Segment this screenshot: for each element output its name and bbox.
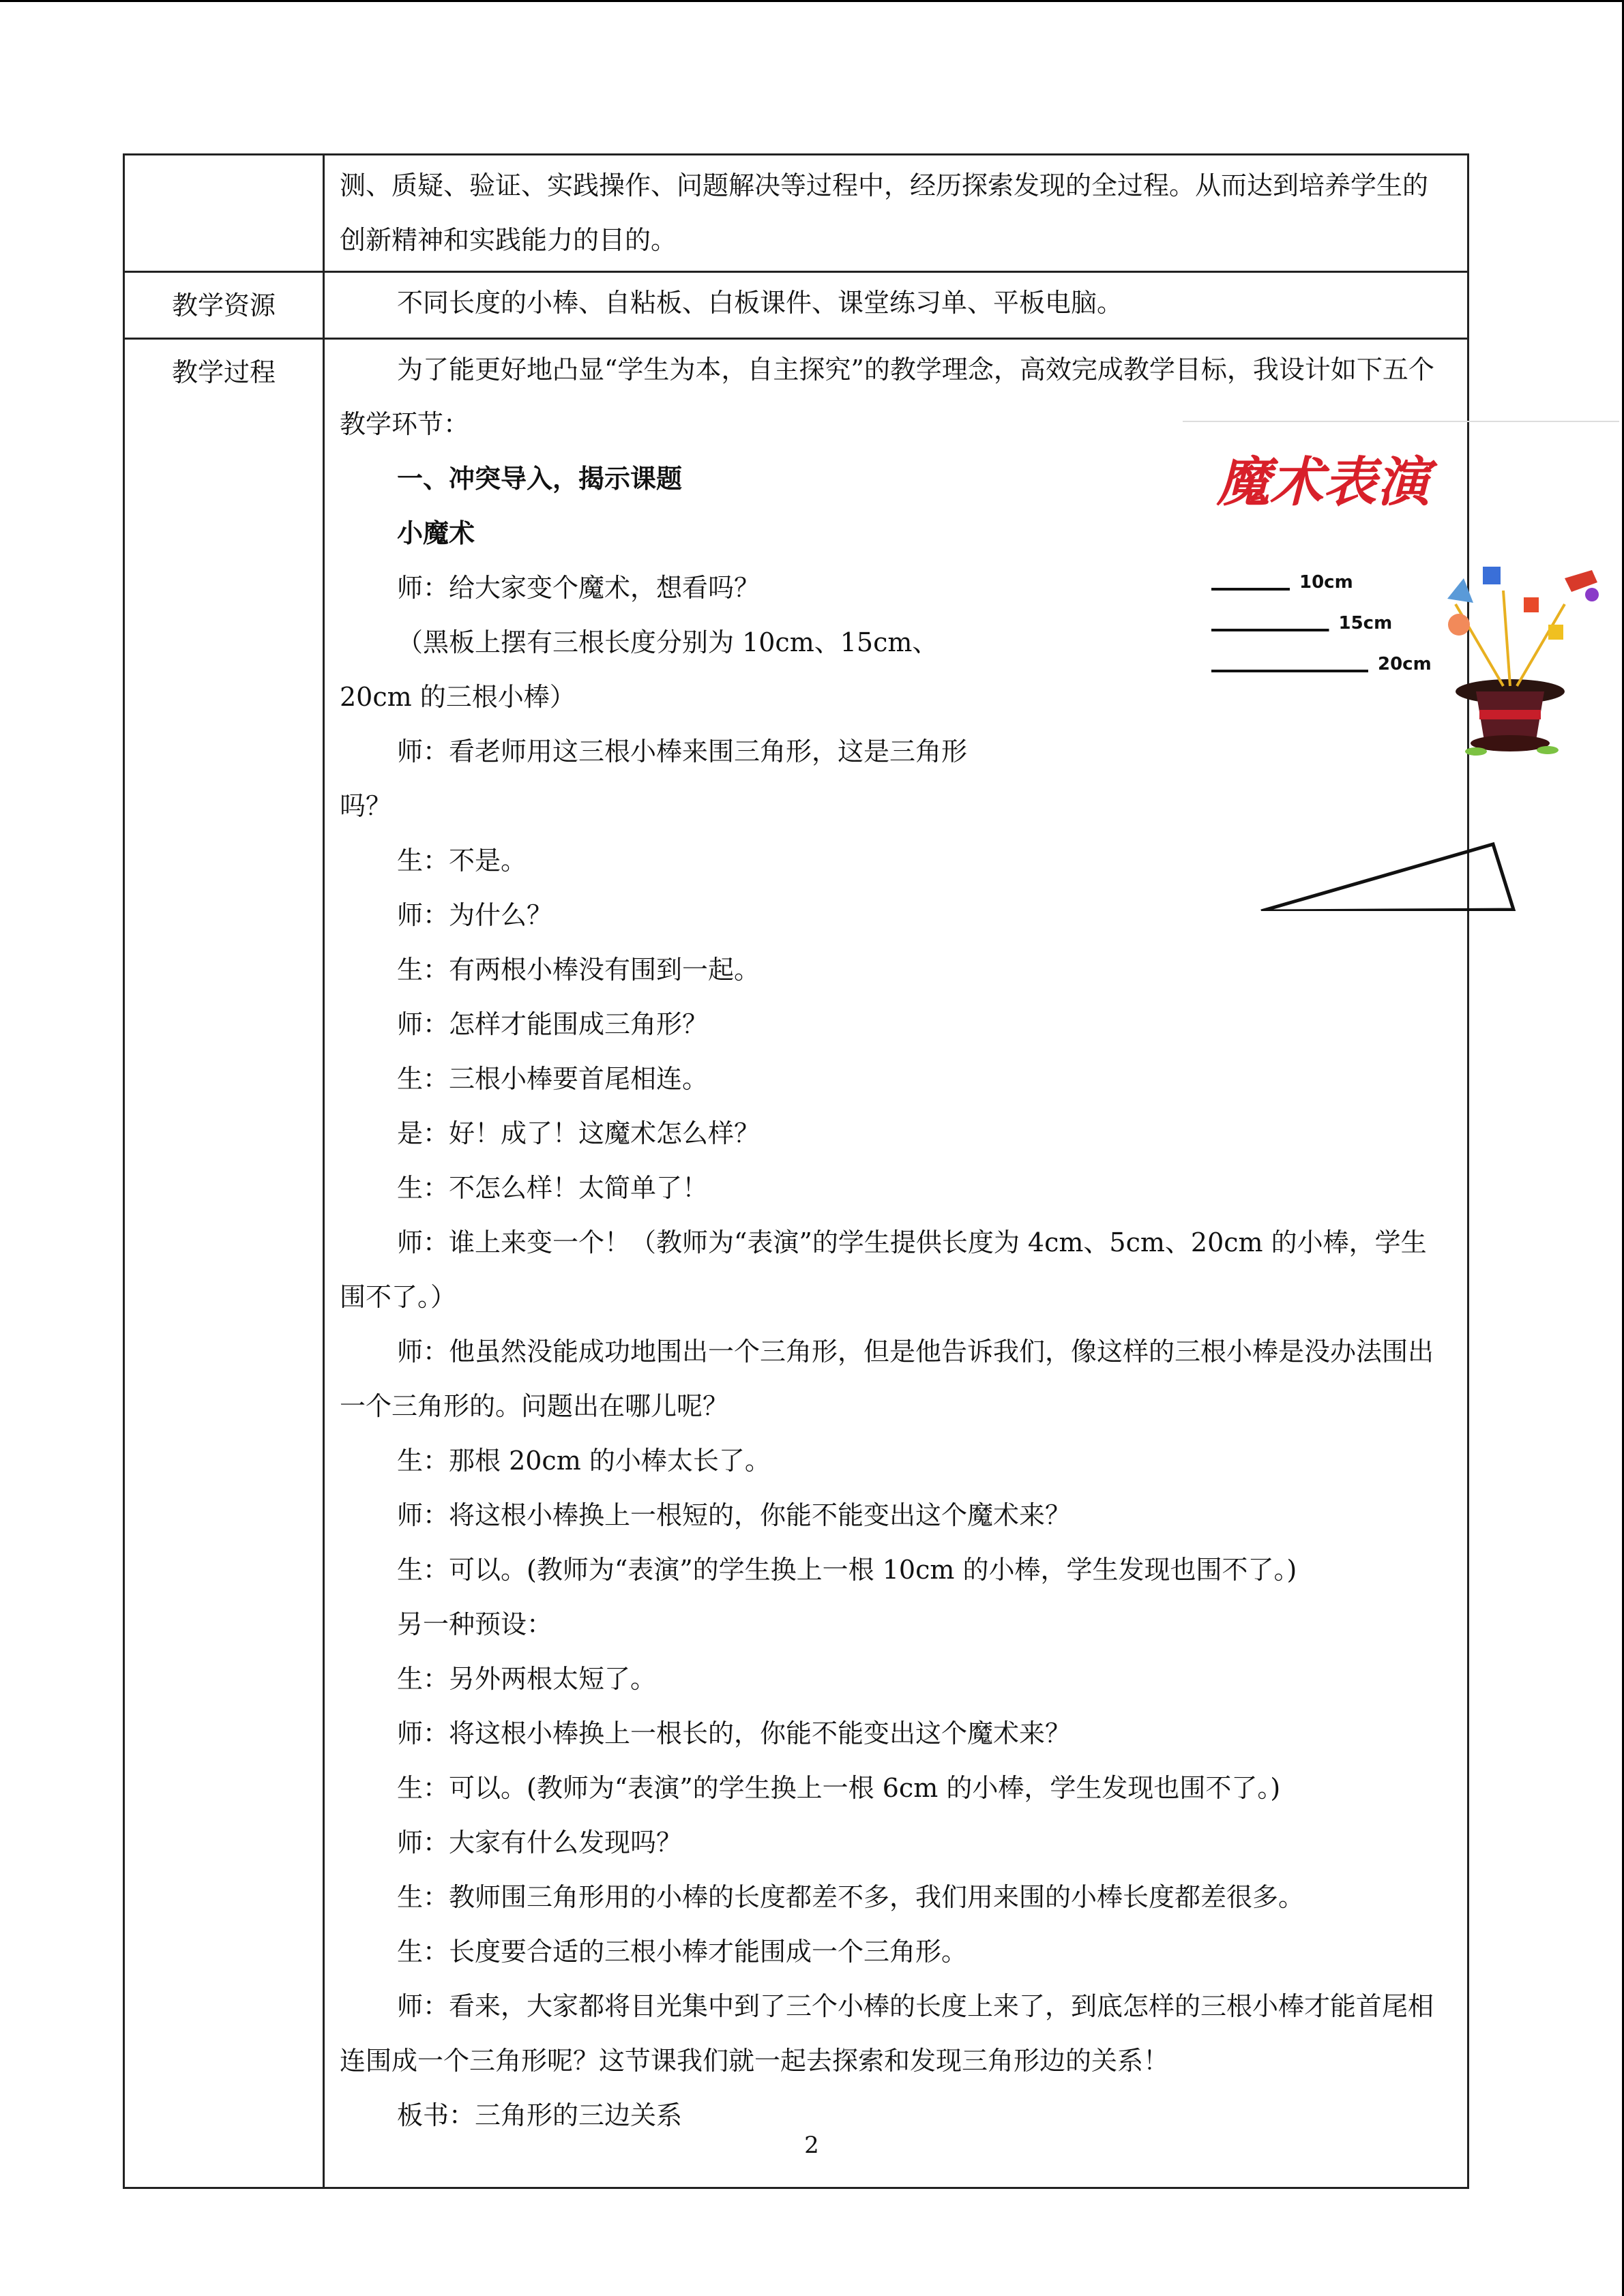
row-label: 教学资源	[124, 272, 324, 339]
dialogue-line: 师：给大家变个魔术，想看吗？	[397, 573, 761, 603]
page-number: 2	[804, 2132, 819, 2159]
row-content	[324, 155, 1468, 272]
dialogue-line: 生：另外两根太短了。	[397, 1664, 657, 1694]
dialogue-line: 师：将这根小棒换上一根长的，你能不能变出这个魔术来？	[397, 1718, 1072, 1748]
dialogue-line: 师：大家有什么发现吗？	[397, 1828, 683, 1858]
dialogue-line: 师：看老师用这三根小棒来围三角形，这是三角形吗？	[340, 736, 968, 821]
dialogue-line: 生：不怎么样！太简单了！	[397, 1173, 709, 1203]
magic-hat-icon	[1456, 679, 1565, 756]
table-row	[124, 272, 1468, 339]
dialogue-line: 板书：三角形的三边关系	[397, 2100, 683, 2130]
dialogue-line: 是：好！成了！这魔术怎么样？	[397, 1118, 761, 1148]
dialogue-line: 师：他虽然没能成功地围出一个三角形，但是他告诉我们，像这样的三根小棒是没办法围出一个三角形的。问题出在哪儿呢？	[340, 1337, 1434, 1421]
page-top-border	[0, 0, 1624, 2]
dialogue-line: 生：三根小棒要首尾相连。	[397, 1064, 709, 1094]
dialogue-line: 生：不是。	[397, 846, 527, 876]
paragraph: 不同长度的小棒、自粘板、白板课件、课堂练习单、平板电脑。	[397, 288, 1123, 318]
magic-sparkles-icon	[1447, 567, 1599, 686]
dialogue-line: 师：谁上来变一个！（教师为“表演”的学生提供长度为 4cm、5cm、20cm 的小棒，学生围不了。）	[340, 1227, 1427, 1312]
narrow-column	[340, 451, 994, 997]
teaching-process-content	[324, 339, 1468, 2188]
dialogue-line: 生：有两根小棒没有围到一起。	[397, 955, 761, 985]
section-heading: 一、冲突导入，揭示课题	[397, 463, 683, 494]
dialogue-line: 师：为什么？	[397, 900, 553, 930]
stick-label: 15cm	[1338, 613, 1393, 633]
intro-paragraph: 为了能更好地凸显“学生为本，自主探究”的教学理念，高效完成教学目标，我设计如下五个教学环节：	[340, 355, 1434, 439]
dialogue-line: 另一种预设：	[397, 1609, 553, 1639]
dialogue-line: 师：看来，大家都将目光集中到了三个小棒的长度上来了，到底怎样的三根小棒才能首尾相连围成一个三角形呢？这节课我们就一起去探索和发现三角形边的关系！	[340, 1991, 1434, 2076]
sub-heading: 小魔术	[397, 518, 475, 548]
table-row	[124, 155, 1468, 272]
dialogue-line: 师：将这根小棒换上一根短的，你能不能变出这个魔术来？	[397, 1500, 1072, 1530]
row-content	[324, 272, 1468, 339]
paragraph: 测、质疑、验证、实践操作、问题解决等过程中，经历探索发现的全过程。从而达到培养学生的创新精神和实践能力的目的。	[340, 170, 1429, 255]
stick-label: 20cm	[1378, 654, 1432, 674]
row-label	[124, 155, 324, 272]
dialogue-line: （黑板上摆有三根长度分别为 10cm、15cm、20cm 的三根小棒）	[340, 627, 939, 712]
stick-label: 10cm	[1299, 572, 1353, 593]
table-row	[124, 339, 1468, 2188]
magic-show-figure	[1183, 420, 1619, 911]
figure-title: 魔术表演	[1217, 451, 1430, 513]
triangle-shape	[1261, 844, 1514, 911]
dialogue-line: 生：可以。(教师为“表演”的学生换上一根 6cm 的小棒，学生发现也围不了。)	[397, 1773, 1281, 1803]
dialogue-line: 师：怎样才能围成三角形？	[397, 1009, 709, 1039]
dialogue-line: 生：那根 20cm 的小棒太长了。	[397, 1446, 771, 1476]
dialogue-line: 生：教师围三角形用的小棒的长度都差不多，我们用来围的小棒长度都差很多。	[397, 1882, 1305, 1912]
stick-group	[1211, 572, 1432, 674]
row-label: 教学过程	[124, 339, 324, 2188]
lesson-plan-table	[123, 153, 1469, 2189]
dialogue-line: 生：可以。(教师为“表演”的学生换上一根 10cm 的小棒，学生发现也围不了。)	[397, 1555, 1297, 1585]
dialogue-line: 生：长度要合适的三根小棒才能围成一个三角形。	[397, 1937, 968, 1967]
